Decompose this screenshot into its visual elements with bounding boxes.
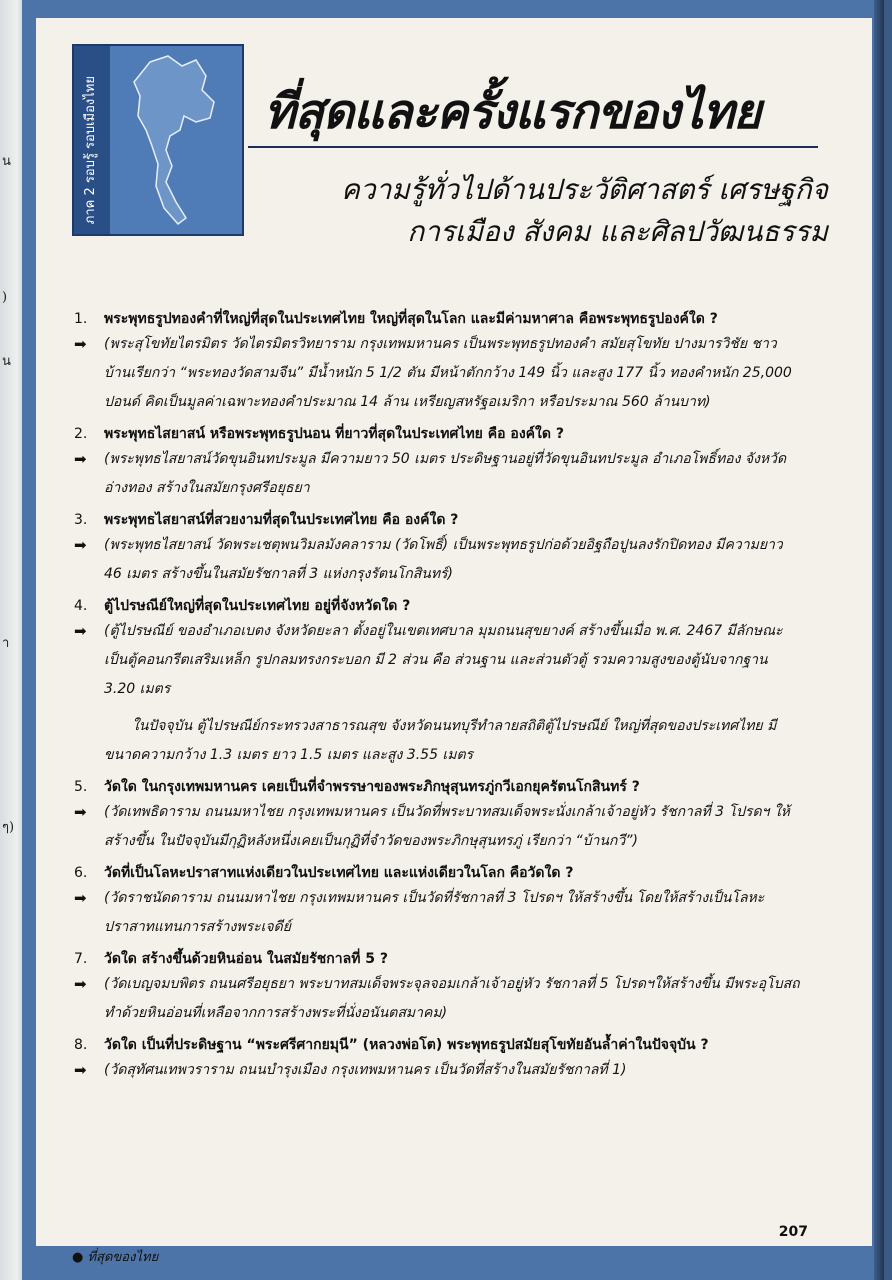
answer-line: (วัดราชนัดดาราม ถนนมหาไชย กรุงเทพมหานคร เป็นวัดที่รัชกาลที่ 3 โปรดฯ ให้สร้างขึ้น โดยให้สร้างเป็นโลหะ — [104, 890, 765, 906]
question — [74, 509, 828, 531]
arrow-right-icon: ➡ — [74, 803, 87, 821]
question — [74, 948, 828, 970]
question-text: ตู้ไปรษณีย์ใหญ่ที่สุดในประเทศไทย อยู่ที่จังหวัดใด ? — [104, 598, 411, 614]
answer-line: (ตู้ไปรษณีย์ ของอำเภอเบตง จังหวัดยะลา ตั้งอยู่ในเขตเทศบาล มุมถนนสุขยางค์ สร้างขึ้นเมื่อ พ.ศ. 2467 มีลักษณะ — [104, 623, 783, 639]
arrow-right-icon: ➡ — [74, 536, 87, 554]
answer — [74, 1056, 828, 1085]
fragment: า — [2, 636, 10, 651]
answer-line: อ่างทอง สร้างในสมัยกรุงศรีอยุธยา — [104, 480, 310, 496]
answer — [74, 330, 828, 417]
question — [74, 595, 828, 617]
answer-text — [104, 970, 800, 1028]
arrow-right-icon: ➡ — [74, 975, 87, 993]
question-number: 5. — [74, 779, 88, 795]
answer-text — [104, 617, 783, 704]
question-number: 1. — [74, 311, 88, 327]
question — [74, 308, 828, 330]
question — [74, 776, 828, 798]
answer-line: (พระพุทธไสยาสน์ วัดพระเชตุพนวิมลมังคลาราม (วัดโพธิ์) เป็นพระพุทธรูปก่อด้วยอิฐถือปูนลงรักปิดทอง มีความยาว — [104, 537, 783, 553]
answer — [74, 970, 828, 1028]
thailand-map-icon — [110, 46, 242, 234]
answer-line: ปอนด์ คิดเป็นมูลค่าเฉพาะทองคำประมาณ 14 ล้าน เหรียญสหรัฐอเมริกา หรือประมาณ 560 ล้านบาท) — [104, 394, 711, 410]
answer-line: (วัดเบญจมบพิตร ถนนศรีอยุธยา พระบาทสมเด็จพระจุลจอมเกล้าเจ้าอยู่หัว รัชกาลที่ 5 โปรดฯให้สร้างขึ้น มีพระอุโบสถ — [104, 976, 800, 992]
answer — [74, 798, 828, 856]
question — [74, 1034, 828, 1056]
title-rule — [248, 146, 818, 148]
answer-text — [104, 531, 783, 589]
fragment: ) — [2, 290, 8, 305]
note-line: ขนาดความกว้าง 1.3 เมตร ยาว 1.5 เมตร และสูง 3.55 เมตร — [104, 747, 474, 763]
footer-tag: ● ที่สุดของไทย — [72, 1250, 159, 1265]
qa-list — [74, 308, 828, 1085]
answer-text — [104, 798, 790, 856]
question-number: 8. — [74, 1037, 88, 1053]
question-text: พระพุทธไสยาสน์ หรือพระพุทธรูปนอน ที่ยาวที่สุดในประเทศไทย คือ องค์ใด ? — [104, 426, 564, 442]
answer-line: บ้านเรียกว่า “พระทองวัดสามจีน” มีน้ำหนัก 5 1/2 ตัน มีหน้าตักกว้าง 149 นิ้ว และสูง 177 นิ้ว ทองคำหนัก 25,000 — [104, 365, 792, 381]
question — [74, 423, 828, 445]
fragment: น — [2, 154, 11, 169]
question-number: 4. — [74, 598, 88, 614]
question-number: 6. — [74, 865, 88, 881]
answer-line: (พระพุทธไสยาสน์วัดขุนอินทประมูล มีความยาว 50 เมตร ประดิษฐานอยู่ที่วัดขุนอินทประมูล อำเภอโพธิ์ทอง จังหวัด — [104, 451, 787, 467]
arrow-right-icon: ➡ — [74, 622, 87, 640]
fragment: ๆ) — [2, 820, 15, 835]
answer-line: สร้างขึ้น ในปัจจุบันมีกุฏิหลังหนึ่งเคยเป็นกุฏิที่จำวัดของพระภิกษุสุนทรภู่ เรียกว่า “บ้านกวี”) — [104, 833, 638, 849]
answer-line: 3.20 เมตร — [104, 681, 171, 697]
question-text: วัดใด เป็นที่ประดิษฐาน “พระศรีศากยมุนี” (หลวงพ่อโต) พระพุทธรูปสมัยสุโขทัยอันล้ำค่าในปัจจุบัน ? — [104, 1037, 709, 1053]
book-page — [22, 0, 884, 1280]
answer-text — [104, 1056, 626, 1085]
question-number: 2. — [74, 426, 88, 442]
question — [74, 862, 828, 884]
answer — [74, 884, 828, 942]
page-number: 207 — [778, 1224, 808, 1240]
paper — [36, 18, 872, 1265]
note-line: ในปัจจุบัน ตู้ไปรษณีย์กระทรวงสาธารณสุข จังหวัดนนทบุรีทำลายสถิติตู้ไปรษณีย์ ใหญ่ที่สุดของประเทศไทย มี — [132, 718, 777, 734]
arrow-right-icon: ➡ — [74, 335, 87, 353]
question-number: 3. — [74, 512, 88, 528]
question-text: วัดใด สร้างขึ้นด้วยหินอ่อน ในสมัยรัชกาลที่ 5 ? — [104, 951, 389, 967]
arrow-right-icon: ➡ — [74, 1061, 87, 1079]
answer — [74, 445, 828, 503]
answer-line: ทำด้วยหินอ่อนที่เหลือจากการสร้างพระที่นั่งอนันตสมาคม) — [104, 1005, 448, 1021]
thailand-map-box — [72, 44, 244, 236]
section-label: ภาค 2 รอบรู้ รอบเมืองไทย — [83, 75, 98, 224]
section-side-band — [74, 46, 110, 234]
answer — [74, 531, 828, 589]
answer-line: (วัดสุทัศนเทพวราราม ถนนบำรุงเมือง กรุงเทพมหานคร เป็นวัดที่สร้างในสมัยรัชกาลที่ 1) — [104, 1062, 627, 1078]
answer-text — [104, 445, 786, 503]
answer-line: 46 เมตร สร้างขึ้นในสมัยรัชกาลที่ 3 แห่งกรุงรัตนโกสินทร์) — [104, 566, 454, 582]
answer — [74, 617, 828, 704]
answer-line: (วัดเทพธิดาราม ถนนมหาไชย กรุงเทพมหานคร เป็นวัดที่พระบาทสมเด็จพระนั่งเกล้าเจ้าอยู่หัว รัชกาลที่ 3 โปรดฯ ให้ — [104, 804, 790, 820]
subtitle-line-1: ความรู้ทั่วไปด้านประวัติศาสตร์ เศรษฐกิจ — [341, 173, 828, 206]
question-text: พระพุทธไสยาสน์ที่สวยงามที่สุดในประเทศไทย คือ องค์ใด ? — [104, 512, 459, 528]
answer-text — [104, 884, 764, 942]
answer-line: (พระสุโขทัยไตรมิตร วัดไตรมิตรวิทยาราม กรุงเทพมหานคร เป็นพระพุทธรูปทองคำ สมัยสุโขทัย ปางมารวิชัย ชาว — [104, 336, 777, 352]
question-text: วัดใด ในกรุงเทพมหานคร เคยเป็นที่จำพรรษาของพระภิกษุสุนทรภู่กวีเอกยุครัตนโกสินทร์ ? — [104, 779, 640, 795]
subtitle-line-2: การเมือง สังคม และศิลปวัฒนธรรม — [407, 215, 828, 248]
question-number: 7. — [74, 951, 88, 967]
arrow-right-icon: ➡ — [74, 450, 87, 468]
question-text: วัดที่เป็นโลหะปราสาทแห่งเดียวในประเทศไทย และแห่งเดียวในโลก คือวัดใด ? — [104, 865, 574, 881]
answer-line: ปราสาทแทนการสร้างพระเจดีย์ — [104, 919, 291, 935]
page-edge — [874, 0, 884, 1280]
answer-line: เป็นตู้คอนกรีตเสริมเหล็ก รูปกลมทรงกระบอก มี 2 ส่วน คือ ส่วนฐาน และส่วนตัวตู้ รวมความสูงของตู้นับจากฐาน — [104, 652, 768, 668]
page-title: ที่สุดและครั้งแรกของไทย — [264, 84, 761, 140]
answer-text — [104, 330, 792, 417]
question-text: พระพุทธรูปทองคำที่ใหญ่ที่สุดในประเทศไทย ใหญ่ที่สุดในโลก และมีค่ามหาศาล คือพระพุทธรูปองค์ใด ? — [104, 311, 718, 327]
arrow-right-icon: ➡ — [74, 889, 87, 907]
fragment: น — [2, 354, 11, 369]
